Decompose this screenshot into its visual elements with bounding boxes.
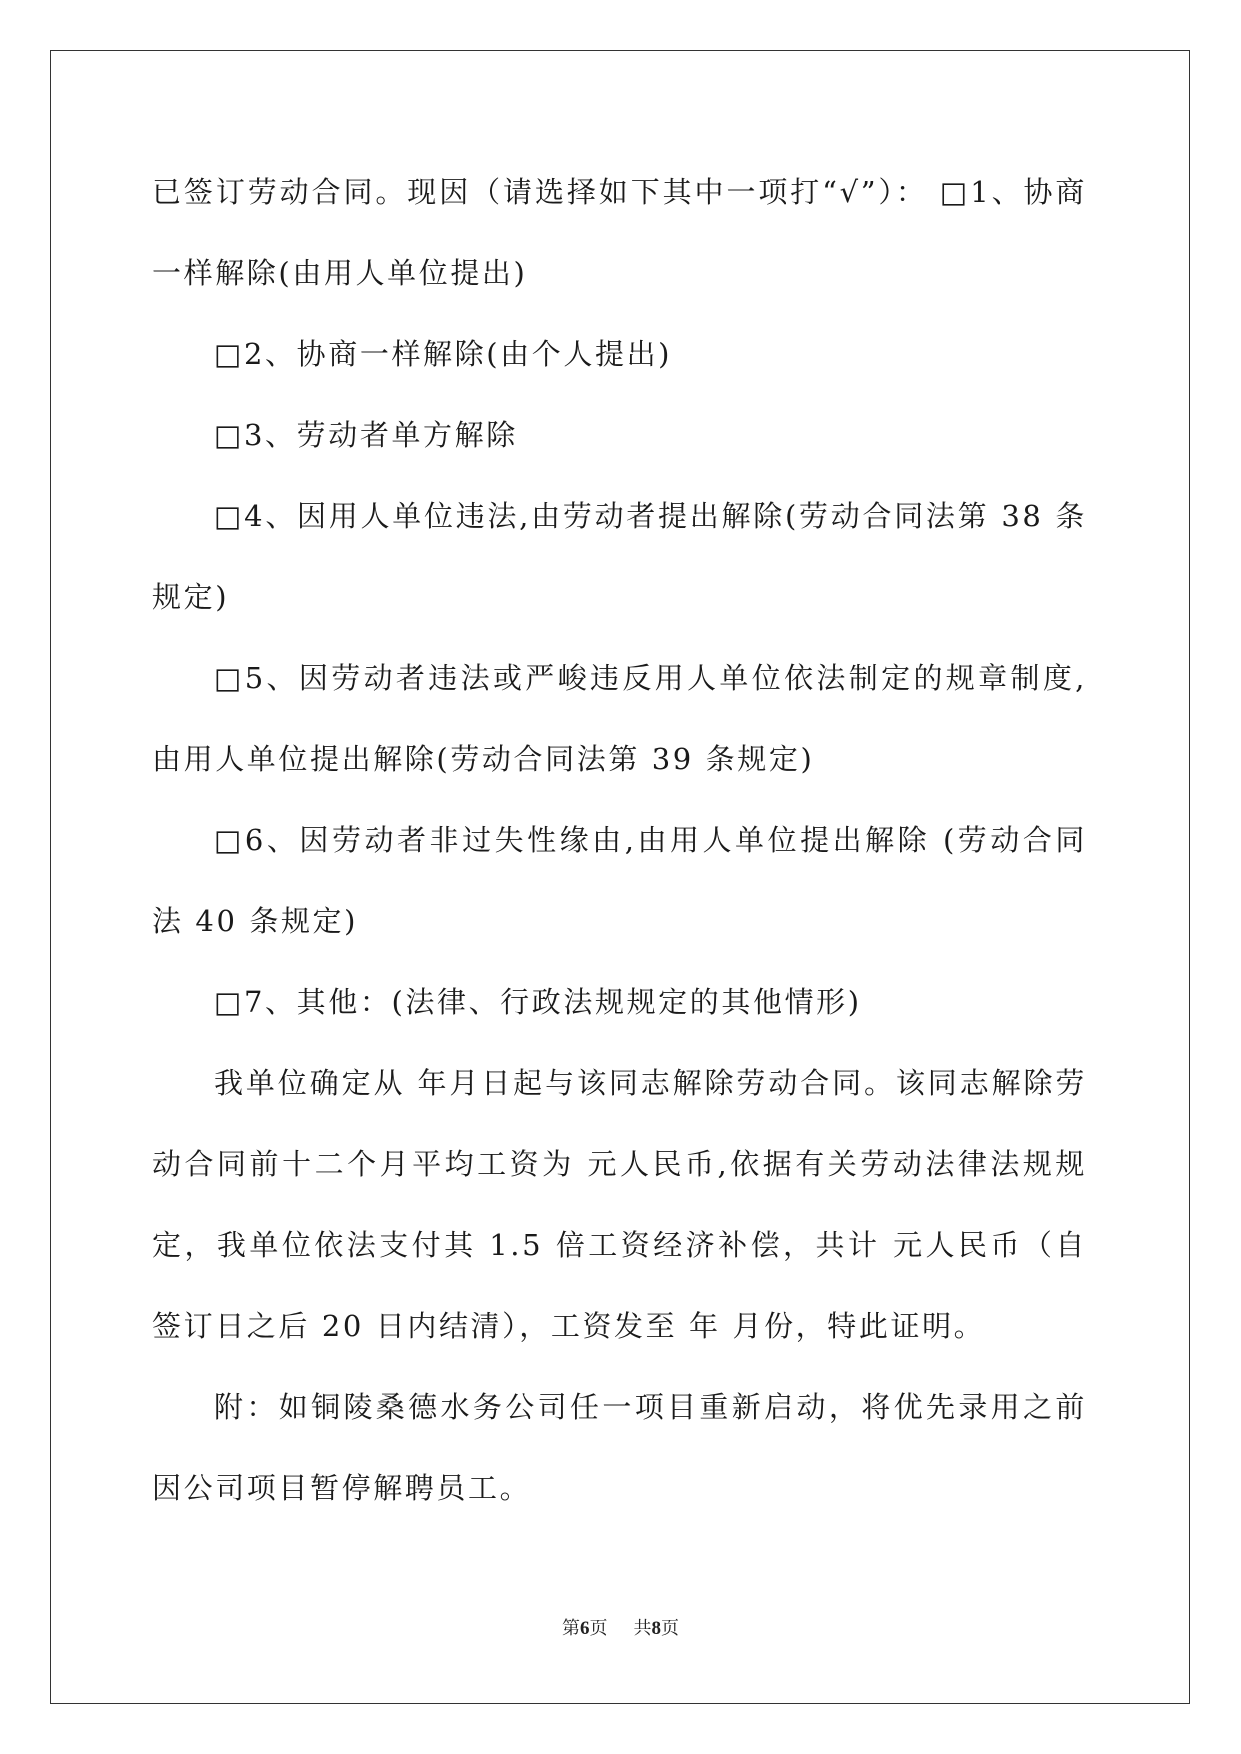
page-prefix: 第: [562, 1618, 580, 1639]
document-body: [152, 152, 1087, 1529]
current-page-number: 6: [580, 1618, 590, 1639]
total-suffix: 页: [661, 1618, 679, 1639]
paragraph-appendix-note: 附：如铜陵桑德水务公司任一项目重新启动，将优先录用之前因公司项目暂停解聘员工。: [152, 1390, 1087, 1505]
page-label: 页: [589, 1618, 608, 1639]
paragraph-option-4: □4、因用人单位违法,由劳动者提出解除(劳动合同法第 38 条规定): [152, 499, 1087, 614]
paragraph-option-2: □2、协商一样解除(由个人提出): [214, 337, 673, 371]
paragraph-termination-statement: 我单位确定从 年月日起与该同志解除劳动合同。该同志解除劳动合同前十二个月平均工资为 元人民币,依据有关劳动法律法规规定，我单位依法支付其 1.5 倍工资经济补偿，共计 元人民币（自签订日之后 20 日内结清），工资发至 年 月份，特此证明。: [152, 1066, 1087, 1343]
paragraph-option-7: □7、其他：(法律、行政法规规定的其他情形): [214, 985, 862, 1019]
total-prefix: 共: [633, 1618, 652, 1639]
paragraph-option-5: □5、因劳动者违法或严峻违反用人单位依法制定的规章制度,由用人单位提出解除(劳动合同法第 39 条规定): [152, 661, 1087, 776]
paragraph-option-3: □3、劳动者单方解除: [214, 418, 518, 452]
page-number-footer: [0, 1614, 1241, 1640]
paragraph-option-6: □6、因劳动者非过失性缘由,由用人单位提出解除 (劳动合同法 40 条规定): [152, 823, 1087, 938]
total-page-count: 8: [651, 1618, 661, 1639]
paragraph-termination-reason-intro: 已签订劳动合同。现因（请选择如下其中一项打“√”）： □1、协商一样解除(由用人单位提出): [152, 175, 1087, 290]
